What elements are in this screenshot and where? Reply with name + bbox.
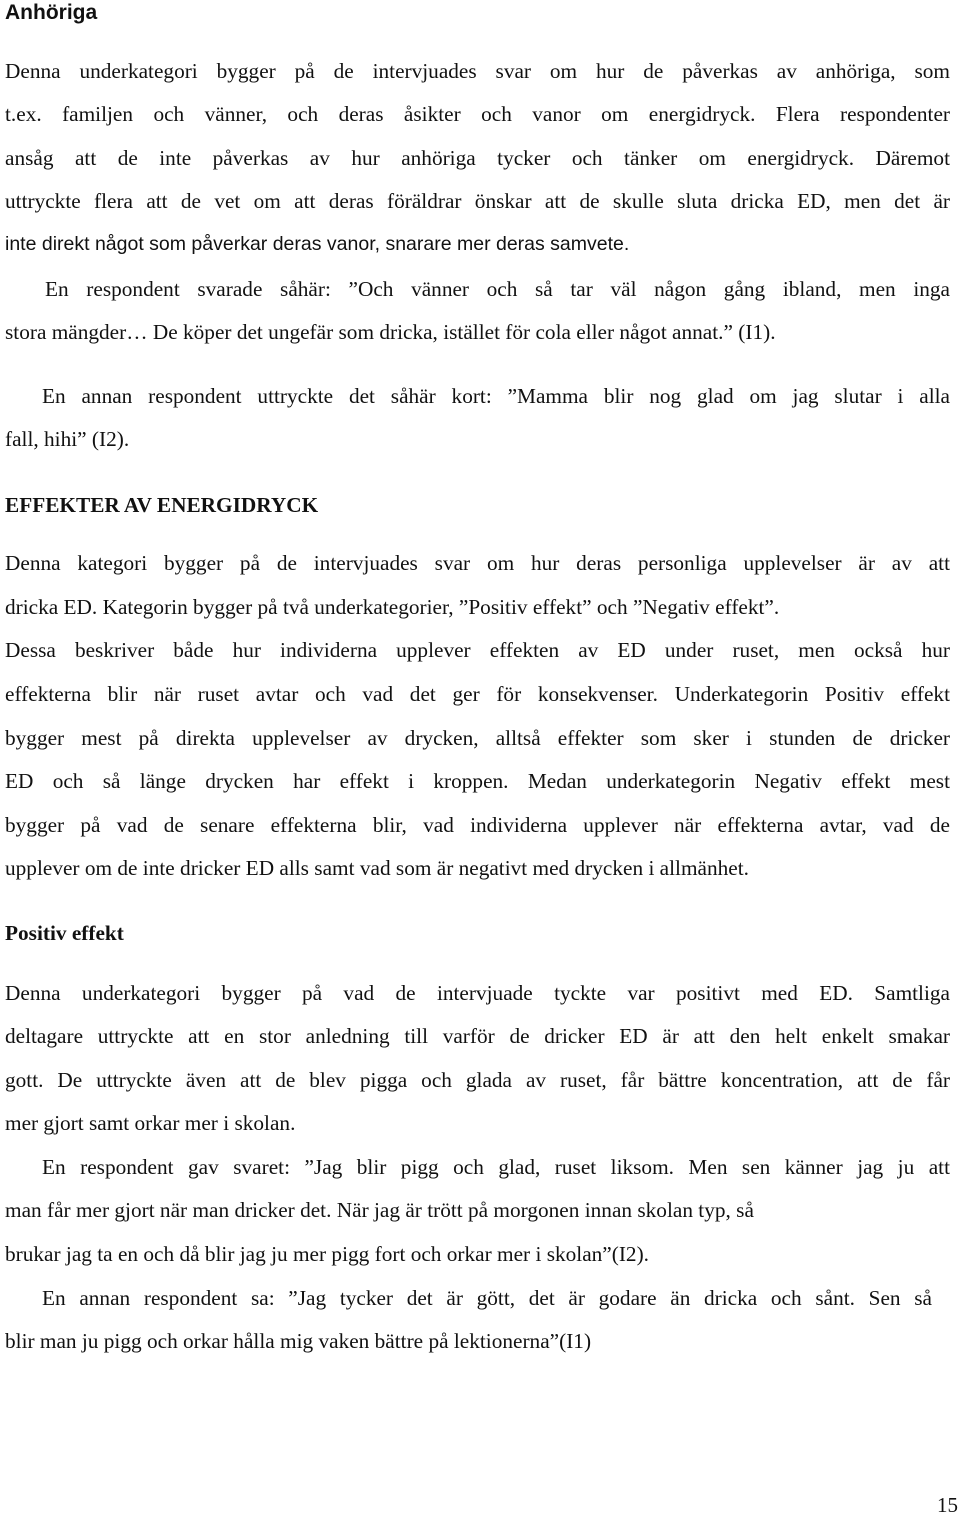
quote-line: En annan respondent sa: ”Jag tycker det är gött, det är godare än dricka och sånt. Sen så [42, 1286, 932, 1310]
quote-line: fall, hihi” (I2). [5, 427, 130, 451]
paragraph-line: uttryckte flera att de vet om att deras föräldrar önskar att de skulle sluta dricka ED, men det är [5, 189, 950, 213]
page-number: 15 [937, 1493, 958, 1517]
quote-line: En respondent gav svaret: ”Jag blir pigg och glad, ruset liksom. Men sen känner jag ju att [42, 1155, 950, 1179]
paragraph-line: effekterna blir när ruset avtar och vad det ger för konsekvenser. Underkategorin Positiv effekt [5, 682, 950, 706]
paragraph-line: bygger mest på direkta upplevelser av drycken, alltså effekter som sker i stunden de dricker [5, 726, 950, 750]
section-heading-positiv: Positiv effekt [5, 921, 124, 945]
quote-line: En annan respondent uttryckte det såhär kort: ”Mamma blir nog glad om jag slutar i alla [42, 384, 950, 408]
paragraph-line: gott. De uttryckte även att de blev pigga och glada av ruset, får bättre koncentration, att de får [5, 1068, 950, 1092]
paragraph-line: Denna kategori bygger på de intervjuades svar om hur deras personliga upplevelser är av att [5, 551, 950, 575]
section-heading-effekter: EFFEKTER AV ENERGIDRYCK [5, 493, 319, 517]
paragraph-line: Denna underkategori bygger på de intervjuades svar om hur de påverkas av anhöriga, som [5, 59, 950, 83]
paragraph-line: Dessa beskriver både hur individerna upplever effekten av ED under ruset, men också hur [5, 638, 950, 662]
paragraph-line: t.ex. familjen och vänner, och deras åsikter och vanor om energidryck. Flera respondenter [5, 102, 950, 126]
section-heading-anhoriga: Anhöriga [5, 1, 98, 24]
paragraph-line: ED och så länge drycken har effekt i kroppen. Medan underkategorin Negativ effekt mest [5, 769, 950, 793]
quote-line: blir man ju pigg och orkar hålla mig vaken bättre på lektionerna”(I1) [5, 1329, 592, 1353]
quote-line: brukar jag ta en och då blir jag ju mer pigg fort och orkar mer i skolan”(I2). [5, 1242, 650, 1266]
quote-line: En respondent svarade såhär: ”Och vänner och så tar väl någon gång ibland, men inga [45, 277, 950, 301]
quote-line: stora mängder… De köper det ungefär som dricka, istället för cola eller något annat.” (I1). [5, 320, 776, 344]
paragraph-line: deltagare uttryckte att en stor anledning till varför de dricker ED är att den helt enkelt smakar [5, 1024, 950, 1048]
paragraph-line: Denna underkategori bygger på vad de intervjuade tyckte var positivt med ED. Samtliga [5, 981, 950, 1005]
paragraph-line: dricka ED. Kategorin bygger på två underkategorier, ”Positiv effekt” och ”Negativ effekt”. [5, 595, 780, 619]
paragraph-line: ansåg att de inte påverkas av hur anhöriga tycker och tänker om energidryck. Däremot [5, 146, 950, 170]
paragraph-line: inte direkt något som påverkar deras vanor, snarare mer deras samvete. [5, 233, 630, 255]
paragraph-line: upplever om de inte dricker ED alls samt vad som är negativt med drycken i allmänhet. [5, 856, 749, 880]
paragraph-line: bygger på vad de senare effekterna blir, vad individerna upplever när effekterna avtar, vad de [5, 813, 950, 837]
paragraph-line: mer gjort samt orkar mer i skolan. [5, 1111, 296, 1135]
quote-line: man får mer gjort när man dricker det. När jag är trött på morgonen innan skolan typ, så [5, 1198, 754, 1222]
